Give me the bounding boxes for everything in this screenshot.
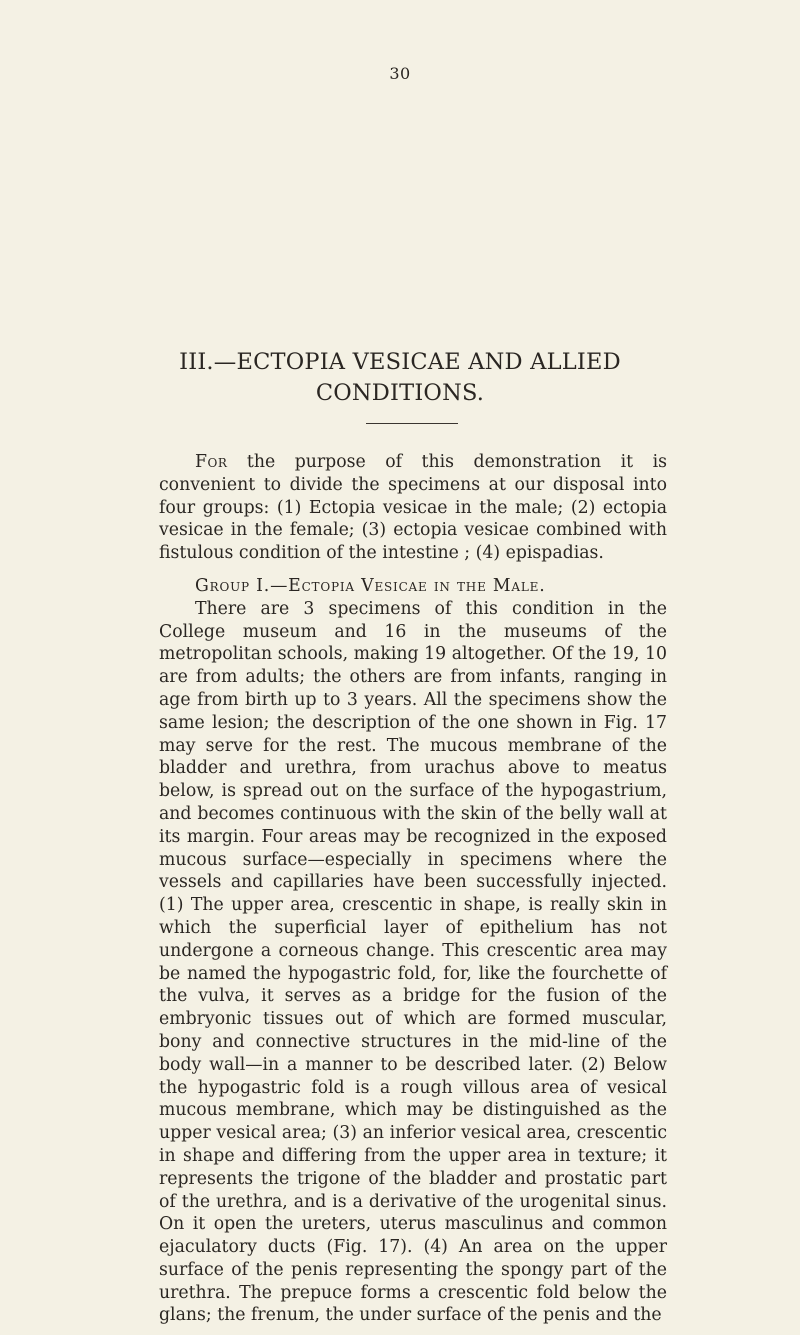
page-number: 30 (389, 64, 411, 83)
body-text (159, 451, 667, 1327)
section-heading-line-2: CONDITIONS. (315, 380, 485, 406)
section-heading (0, 347, 800, 409)
intro-paragraph (159, 451, 667, 565)
section-heading-line-1: III.—ECTOPIA VESICAE AND ALLIED (179, 349, 621, 375)
main-paragraph: There are 3 specimens of this condition in the College museum and 16 in the museums of the metropolitan schools, making 19 altogether. Of the 19, 10 are from adults; the others are from infants, ranging in age from birth up to 3 years. All the specimens show the same lesion; the description of the one shown in Fig. 17 may serve for the rest. The mucous membrane of the bladder and urethra, from urachus above to meatus below, is spread out on the surface of the hypogastrium, and becomes continuous with the skin of the belly wall at its margin. Four areas may be recognized in the exposed mucous surface—especially in specimens where the vessels and capillaries have been successfully injected. (1) The upper area, crescentic in shape, is really skin in which the superficial layer of epithelium has not undergone a corneous change. This crescentic area may be named the hypogastric fold, for, like the fourchette of the vulva, it serves as a bridge for the fusion of the embryonic tissues out of which are formed muscular, bony and connective structures in the mid-line of the body wall—in a manner to be described later. (2) Below the hypogastric fold is a rough villous area of vesical mucous membrane, which may be distinguished as the upper vesical area; (3) an inferior vesical area, crescentic in shape and differing from the upper area in texture; it represents the trigone of the bladder and prostatic part of the urethra, and is a derivative of the urogenital sinus. On it open the ureters, uterus masculinus and common ejaculatory ducts (Fig. 17). (4) An area on the upper surface of the penis representing the spongy part of the urethra. The prepuce forms a crescentic fold below the glans; the frenum, the under surface of the penis and the (159, 598, 667, 1326)
intro-text: the purpose of this demonstration it is convenient to divide the specimens at our disposal into four groups: (1) Ectopia vesicae in the male; (2) ectopia vesicae in the female; (3) ectopia vesicae combined with fistulous condition of the intestine ; (4) epispadias. (159, 452, 667, 564)
heading-divider (366, 423, 458, 424)
intro-lead-word: For (195, 452, 228, 472)
group-heading: Group I.—Ectopia Vesicae in the Male. (195, 575, 546, 596)
